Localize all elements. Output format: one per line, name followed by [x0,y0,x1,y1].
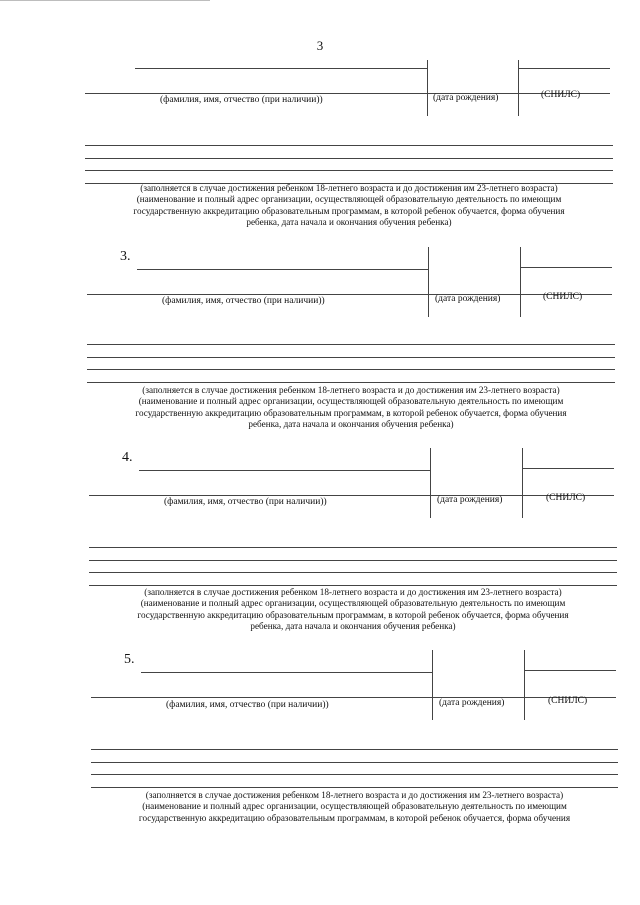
column-divider [522,448,523,518]
education-info-line[interactable] [87,357,615,358]
education-info-line[interactable] [89,547,617,548]
snils-caption: (СНИЛС) [541,90,581,100]
education-note: (заполняется в случае достижения ребенком 18-летнего возраста и до достижения им 23-летнего возраста) (наименование и полный адрес организации, осуществляющей образовательную деятельность по имеющим государственную аккредитацию образовательным программам, в которой ребенок обучается, форма обучения [138,790,571,823]
birth-date-caption: (дата рождения) [433,93,499,103]
fio-caption: (фамилия, имя, отчество (при наличии)) [160,95,323,105]
column-divider [428,247,429,317]
scan-edge-line [0,0,210,1]
snils-input-line[interactable] [524,670,616,671]
education-info-line[interactable] [87,382,615,383]
fio-input-line[interactable] [137,269,428,270]
education-info-line[interactable] [89,585,617,586]
fio-caption: (фамилия, имя, отчество (при наличии)) [166,700,329,710]
education-info-line[interactable] [85,145,613,146]
education-info-line[interactable] [87,369,615,370]
main-entry-line[interactable] [89,495,614,496]
entry-number: 4. [122,450,133,465]
education-note: (заполняется в случае достижения ребенком 18-летнего возраста и до достижения им 23-летнего возраста) (наименование и полный адрес организации, осуществляющей образовательную деятельность по имеющим государственную аккредитацию образовательным программам, в которой ребенок обучается, форма обучения ребенка, дата начала и окончания обучения ребенка) [137,587,569,632]
education-info-line[interactable] [91,749,618,750]
snils-input-line[interactable] [518,68,610,69]
education-note: (заполняется в случае достижения ребенком 18-летнего возраста и до достижения им 23-летнего возраста) (наименование и полный адрес организации, осуществляющей образовательную деятельность по имеющим государственную аккредитацию образовательным программам, в которой ребенок обучается, форма обучения ребенка, дата начала и окончания обучения ребенка) [135,385,567,430]
column-divider [520,247,521,317]
fio-caption: (фамилия, имя, отчество (при наличии)) [164,497,327,507]
education-note: (заполняется в случае достижения ребенком 18-летнего возраста и до достижения им 23-летнего возраста) (наименование и полный адрес организации, осуществляющей образовательную деятельность по имеющим государственную аккредитацию образовательным программам, в которой ребенок обучается, форма обучения ребенка, дата начала и окончания обучения ребенка) [133,183,565,228]
snils-caption: (СНИЛС) [543,292,583,302]
education-info-line[interactable] [91,774,618,775]
fio-input-line[interactable] [135,68,427,69]
education-info-line[interactable] [91,762,618,763]
main-entry-line[interactable] [85,93,610,94]
fio-input-line[interactable] [139,470,430,471]
main-entry-line[interactable] [87,294,612,295]
fio-input-line[interactable] [141,672,432,673]
snils-caption: (СНИЛС) [546,493,586,503]
column-divider [432,650,433,720]
education-info-line[interactable] [91,787,618,788]
column-divider [430,448,431,518]
snils-input-line[interactable] [522,468,614,469]
child-entry-section [0,448,640,658]
snils-caption: (СНИЛС) [548,696,588,706]
page-number: 3 [316,38,324,53]
education-info-line[interactable] [85,170,613,171]
column-divider [524,650,525,720]
birth-date-caption: (дата рождения) [437,495,503,505]
child-entry-section [0,650,640,860]
birth-date-caption: (дата рождения) [439,698,505,708]
child-entry-section [0,247,640,457]
education-info-line[interactable] [85,158,613,159]
birth-date-caption: (дата рождения) [435,294,501,304]
fio-caption: (фамилия, имя, отчество (при наличии)) [162,296,325,306]
snils-input-line[interactable] [520,267,612,268]
entry-number: 5. [124,652,135,667]
column-divider [427,60,428,116]
main-entry-line[interactable] [91,697,616,698]
education-info-line[interactable] [89,560,617,561]
child-entry-section [0,60,640,270]
education-info-line[interactable] [87,344,615,345]
education-info-line[interactable] [89,572,617,573]
entry-number: 3. [120,249,131,264]
